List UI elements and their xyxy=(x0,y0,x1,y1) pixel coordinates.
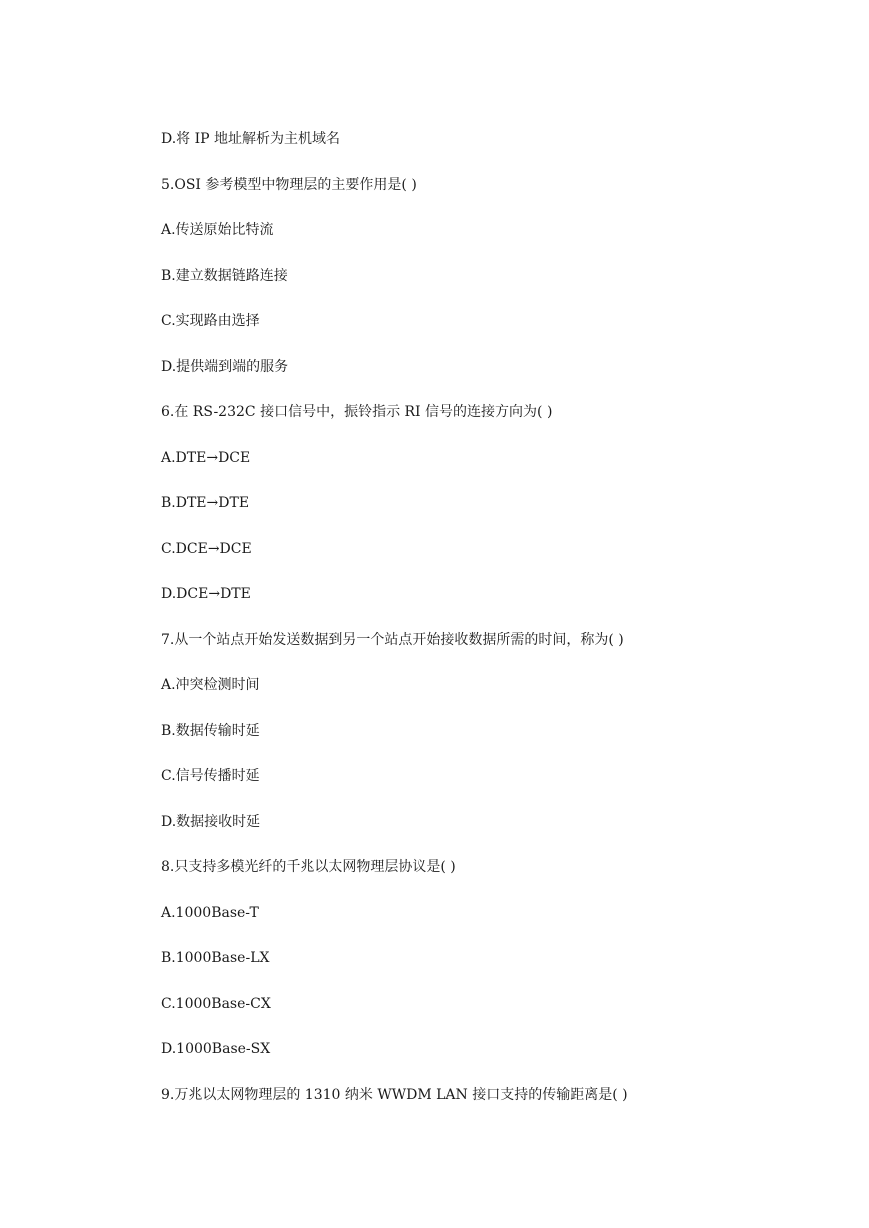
option-q5-d: D.提供端到端的服务 xyxy=(161,358,289,375)
option-q5-b: B.建立数据链路连接 xyxy=(161,267,288,284)
option-q8-a: A.1000Base-T xyxy=(161,904,259,921)
option-q7-a: A.冲突检测时间 xyxy=(161,677,260,693)
question-8: 8.只支持多模光纤的千兆以太网物理层协议是( ) xyxy=(161,859,456,875)
option-q6-b: B.DTE→DTE xyxy=(161,495,250,511)
option-q6-d: D.DCE→DTE xyxy=(161,586,251,602)
option-q6-a: A.DTE→DCE xyxy=(161,449,251,466)
option-q8-c: C.1000Base-CX xyxy=(161,995,271,1012)
option-q7-b: B.数据传输时延 xyxy=(161,722,260,739)
option-q8-b: B.1000Base-LX xyxy=(161,950,270,966)
document-body xyxy=(161,128,829,1129)
question-5: 5.OSI 参考模型中物理层的主要作用是( ) xyxy=(161,176,417,193)
option-q4-d: D.将 IP 地址解析为主机域名 xyxy=(161,131,341,147)
option-q6-c: C.DCE→DCE xyxy=(161,540,252,557)
option-q5-c: C.实现路由选择 xyxy=(161,313,260,329)
question-7: 7.从一个站点开始发送数据到另一个站点开始接收数据所需的时间，称为( ) xyxy=(161,631,624,648)
option-q7-d: D.数据接收时延 xyxy=(161,813,261,830)
question-9: 9.万兆以太网物理层的 1310 纳米 WWDM LAN 接口支持的传输距离是( ) xyxy=(161,1086,628,1103)
option-q8-d: D.1000Base-SX xyxy=(161,1041,271,1057)
question-6: 6.在 RS-232C 接口信号中，振铃指示 RI 信号的连接方向为( ) xyxy=(161,404,553,420)
option-q5-a: A.传送原始比特流 xyxy=(161,222,274,238)
option-q7-c: C.信号传播时延 xyxy=(161,768,260,784)
